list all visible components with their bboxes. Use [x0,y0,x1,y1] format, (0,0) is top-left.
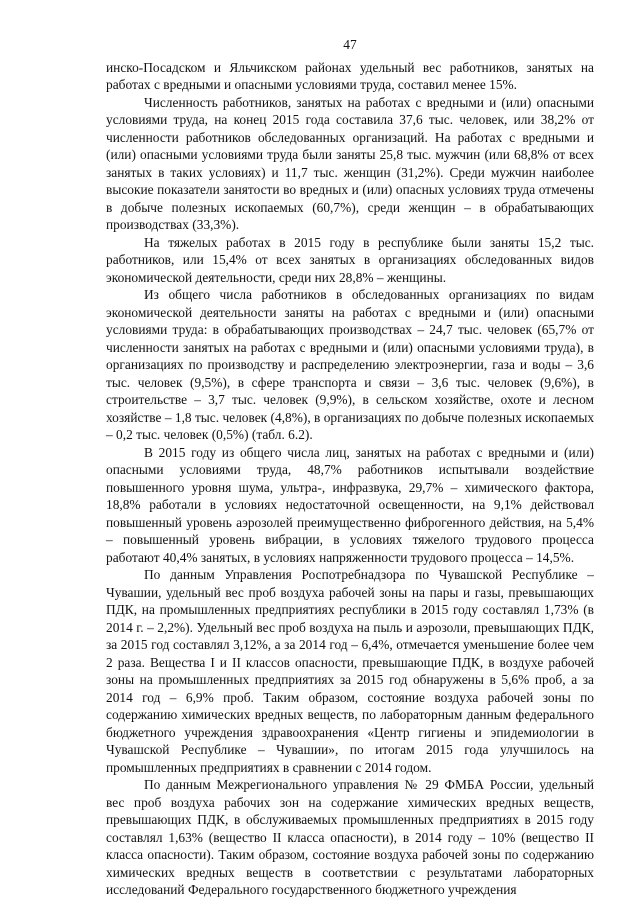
page-number: 47 [343,37,357,52]
document-page [106,36,594,899]
paragraph-continuation: инско-Посадском и Яльчикском районах удельный вес работников, занятых на работах с вредными и опасными условиями труда, составил менее 15%. [106,59,594,92]
paragraph-rospotrebnadzor: По данным Управления Роспотребнадзора по Чувашской Республике – Чувашии, удельный вес проб воздуха рабочей зоны на пары и газы, превышающих ПДК, на промышленных предприятиях республики в 2015 году составлял 1,73% (в 2014 г. – 2,2%). Удельный вес проб воздуха на пыль и аэрозоли, превышающих ПДК, за 2015 год составлял 3,12%, а за 2014 год – 6,4%, отмечается уменьшение более чем 2 раза. Вещества I и II классов опасности, превышающие ПДК, в воздухе рабочей зоны на промышленных предприятиях за 2015 год обнаружены в 5,6% проб, а за 2014 год – 6,9% проб. Таким образом, состояние воздуха рабочей зоны по содержанию химических вредных веществ, по лабораторным данным федерального бюджетного учреждения здравоохранения «Центр гигиены и эпидемиологии в Чувашской Республике – Чувашии», по итогам 2015 года улучшилось на промышленных предприятиях в сравнении с 2014 годом. [106,567,594,775]
paragraph-by-activity: Из общего числа работников в обследованных организациях по видам экономической деятельности заняты на работах с вредными и (или) опасными условиями труда: в обрабатывающих производствах – 24,7 тыс. человек (65,7% от численности занятых на работах с вредными и (или) опасными условиями труда), в организациях по производству и распределению электроэнергии, газа и воды – 3,6 тыс. человек (9,5%), в сфере транспорта и связи – 3,6 тыс. человек (9,6%), в строительстве – 3,7 тыс. человек (9,9%), в сельском хозяйстве, охоте и лесном хозяйстве – 1,8 тыс. человек (4,8%), в организациях по добыче полезных ископаемых – 0,2 тыс. человек (0,5%) (табл. 6.2). [106,287,595,442]
paragraph-workers-count: Численность работников, занятых на работах с вредными и (или) опасными условиями труда, на конец 2015 года составила 37,6 тыс. человек, или 38,2% от численности работников обследованных организаций. На работах с вредными и (или) опасными условиями труда были заняты 25,8 тыс. мужчин (или 68,8% от всех занятых в таких условиях) и 11,7 тыс. женщин (31,2%). Среди мужчин наиболее высокие показатели занятости во вредных и (или) опасных условиях труда отмечены в добыче полезных ископаемых (60,7%), среди женщин – в обрабатывающих производствах (33,3%). [106,94,594,232]
paragraph-heavy-work: На тяжелых работах в 2015 году в республике были заняты 15,2 тыс. работников, или 15,4% от всех занятых в организациях обследованных видов экономической деятельности, среди них 28,8% – женщины. [106,234,594,285]
paragraph-harmful-factors: В 2015 году из общего числа лиц, занятых на работах с вредными и (или) опасными условиями труда, 48,7% работников испытывали воздействие повышенного уровня шума, ультра-, инфразвука, 29,7% – химического фактора, 18,8% работали в условиях недостаточной освещенности, на 9,1% действовал повышенный уровень аэрозолей преимущественно фиброгенного действия, на 5,4% – повышенный уровень вибрации, в условиях тяжелого трудового процесса работают 40,4% занятых, в условиях напряженности трудового процесса – 14,5%. [106,444,594,565]
paragraph-fmba: По данным Межрегионального управления № 29 ФМБА России, удельный вес проб воздуха рабочих зон на содержание химических вредных веществ, превышающих ПДК, в обслуживаемых промышленных предприятиях в 2015 году составлял 1,63% (вещество II класса опасности), в 2014 году – 10% (вещество II класса опасности). Таким образом, состояние воздуха рабочей зоны по содержанию химических вредных веществ в соответствии с результатами лабораторных исследований Федерального государственного бюджетного учреждения [106,777,594,897]
